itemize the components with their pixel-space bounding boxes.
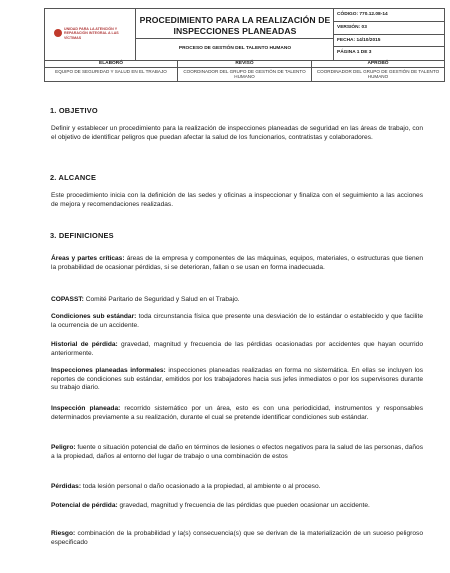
definition-item [51,444,423,461]
section-heading-objetivo: 1. OBJETIVO [50,106,98,115]
divider [136,38,334,39]
document-header [44,8,445,61]
logo-text: UNIDAD PARA LA ATENCIÓN Y REPARACIÓN INTEGRAL A LAS VÍCTIMAS [64,27,119,40]
definition-item [51,483,423,492]
definition-term: Condiciones sub estándar: [51,313,137,320]
reviso-value: COORDINADOR DEL GRUPO DE GESTIÓN DE TALENTO HUMANO [183,69,306,80]
logo-icon [54,29,62,37]
meta-cell [334,9,444,60]
definition-item [51,530,423,547]
definition-term: Historial de pérdida: [51,341,118,348]
elaboro-label: ELABORÓ [45,61,177,68]
definition-text: recorrido sistemático por un área, esto es con una periodicidad, instrumentos y responsables determinados previamente a su realización, durante el cual se pretende identificar condiciones sub estándar. [51,405,423,421]
definition-item [51,296,423,305]
definition-item [51,255,423,272]
definition-text: inspecciones planeadas realizadas en forma no sistemática. En ellas se incluyen los reportes de condiciones sub estándar, emitidos por los trabajadores hacia sus jefes inmediatos o por los supervisores durante su trabajo diario. [51,367,424,392]
definition-item [51,367,423,393]
definition-term: Peligro: [51,444,76,451]
objetivo-text: Definir y establecer un procedimiento para la realización de inspecciones planeadas de seguridad en las áreas de trabajo, con el objetivo de identificar peligros que puedan afectar la salud de los funcionarios, contratistas y colaboradores. [51,125,423,141]
approval-col-reviso [178,61,312,81]
definition-term: Potencial de pérdida: [51,502,118,509]
logo-cell [45,9,136,60]
definition-text: gravedad, magnitud y frecuencia de las pérdidas que pueden ocasionar un accidente. [117,502,370,509]
definition-term: Áreas y partes críticas: [51,255,125,262]
title-cell [136,9,334,60]
definition-item [51,341,423,358]
definition-text: gravedad, magnitud y frecuencia de las pérdidas ocasionadas por accidentes que hayan ocurrido anteriormente. [51,341,423,357]
aprobo-label: APROBÓ [312,61,444,68]
approval-col-elaboro [45,61,178,81]
definition-term: Riesgo: [51,530,76,537]
definition-text: áreas de la empresa y componentes de las máquinas, equipos, materiales, o estructuras que tienen la probabilidad de ocasionar pérdidas, si se deterioran, fallan o se usan en forma inadecuada. [51,255,423,271]
definition-text: toda lesión personal o daño ocasionado a la propiedad, al ambiente o al proceso. [81,483,321,490]
section-heading-alcance: 2. ALCANCE [50,173,97,182]
reviso-label: REVISÓ [178,61,311,68]
definition-term: Inspección planeada: [51,405,121,412]
section-heading-definiciones: 3. DEFINICIONES [50,231,114,240]
definition-text: fuente o situación potencial de daño en términos de lesiones o efectos negativos para la salud de las personas, daños a la propiedad, daños al entorno del lugar de trabajo o una combinación de estos [51,444,423,460]
aprobo-value: COORDINADOR DEL GRUPO DE GESTIÓN DE TALENTO HUMANO [316,69,440,80]
doc-version: VERSIÓN: 03 [334,22,444,35]
definition-text: Comité Paritario de Seguridad y Salud en el Trabajo. [83,296,240,303]
elaboro-value: EQUIPO DE SEGURIDAD Y SALUD EN EL TRABAJO [55,69,167,74]
definition-term: COPASST: [51,296,84,303]
doc-page: PÁGINA 1 DE 3 [337,50,372,56]
doc-date: FECHA: 14/10/2015 [334,35,444,48]
definition-text: combinación de la probabilidad y la(s) consecuencia(s) que se derivan de la materialización de un suceso peligroso especificado [51,530,423,546]
definition-term: Pérdidas: [51,483,82,490]
process-name: PROCESO DE GESTIÓN DEL TALENTO HUMANO [178,46,292,51]
definition-item [51,313,423,330]
definition-text: toda circunstancia física que presente una desviación de lo estándar o establecido y que facilite la ocurrencia de un accidente. [51,313,423,329]
doc-code: CÓDIGO: 770.12.08-14 [334,9,444,22]
approval-col-aprobo [312,61,444,81]
definition-item [51,405,423,422]
definition-term: Inspecciones planeadas informales: [51,367,166,374]
alcance-text: Este procedimiento inicia con la definición de las sedes y oficinas a inspeccionar y finaliza con el seguimiento a las acciones de mejora y recomendaciones realizadas. [51,192,423,208]
procedure-title: PROCEDIMIENTO PARA LA REALIZACIÓN DE INSPECCIONES PLANEADAS [139,15,331,36]
definition-item [51,502,423,511]
approval-table [44,61,445,82]
